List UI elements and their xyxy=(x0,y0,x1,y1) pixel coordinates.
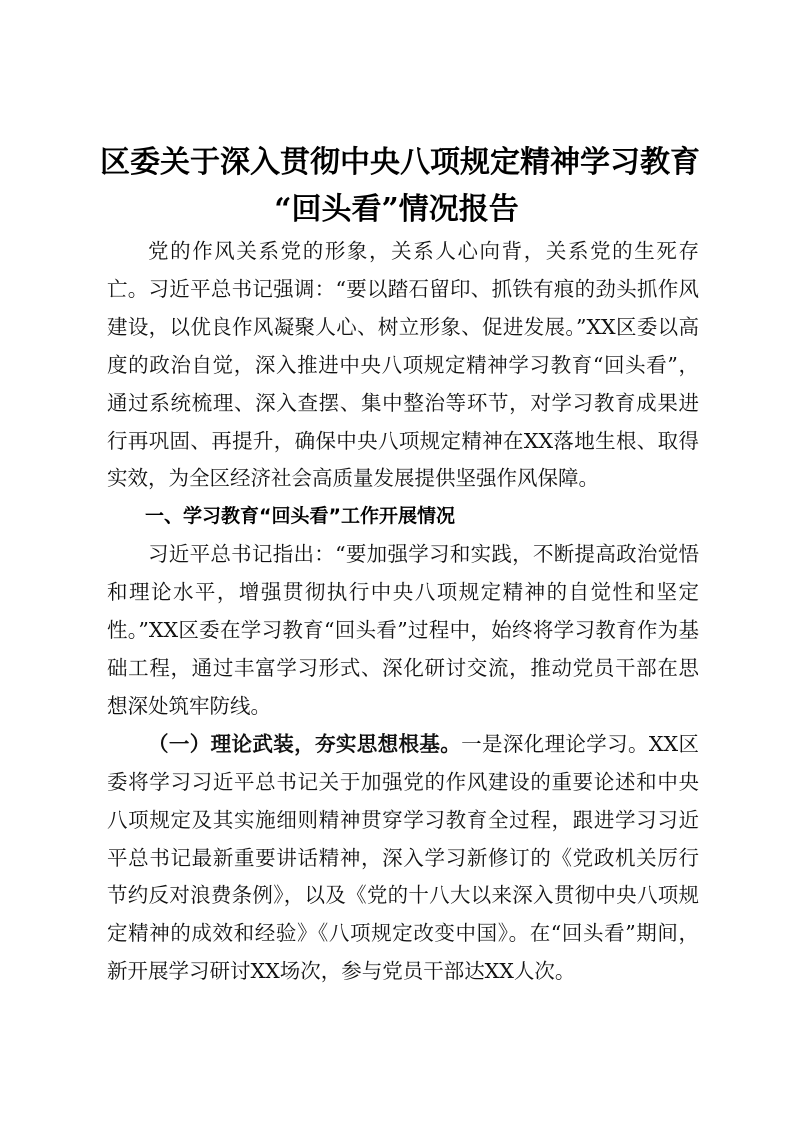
document-body xyxy=(107,233,699,991)
document-title-line-1: 区委关于深入贯彻中央八项规定精神学习教育 xyxy=(100,145,700,180)
subsection-1-paragraph xyxy=(107,726,699,991)
subsection-heading-1: （一）理论武装，夯实思想根基。 xyxy=(148,731,462,756)
intro-paragraph: 党的作风关系党的形象，关系人心向背，关系党的生死存亡。习近平总书记强调：“要以踏石留印、抓铁有痕的劲头抓作风建设，以优良作风凝聚人心、树立形象、促进发展。”XX区委以高度的政治自觉，深入推进中央八项规定精神学习教育“回头看”，通过系统梳理、深入查摆、集中整治等环节，对学习教育成果进行再巩固、再提升，确保中央八项规定精神在XX落地生根、取得实效，为全区经济社会高质量发展提供坚强作风保障。 xyxy=(107,239,699,491)
document-title-line-2: “回头看”情况报告 xyxy=(274,192,519,227)
section-heading-1: 一、学习教育“回头看”工作开展情况 xyxy=(145,505,455,528)
subsection-1-text: 一是深化理论学习。XX区委将学习习近平总书记关于加强党的作风建设的重要论述和中央八项规定及其实施细则精神贯穿学习教育全过程，跟进学习习近平总书记最新重要讲话精神，深入学习新修订的《党政机关厉行节约反对浪费条例》，以及《党的十八大以来深入贯彻中央八项规定精神的成效和经验》《八项规定改变中国》。在“回头看”期间，新开展学习研讨XX场次，参与党员干部达XX人次。 xyxy=(107,731,699,984)
section-1-paragraph: 习近平总书记指出：“要加强学习和实践，不断提高政治觉悟和理论水平，增强贯彻执行中央八项规定精神的自觉性和坚定性。”XX区委在学习教育“回头看”过程中，始终将学习教育作为基础工程，通过丰富学习形式、深化研讨交流，推动党员干部在思想深处筑牢防线。 xyxy=(107,542,699,718)
